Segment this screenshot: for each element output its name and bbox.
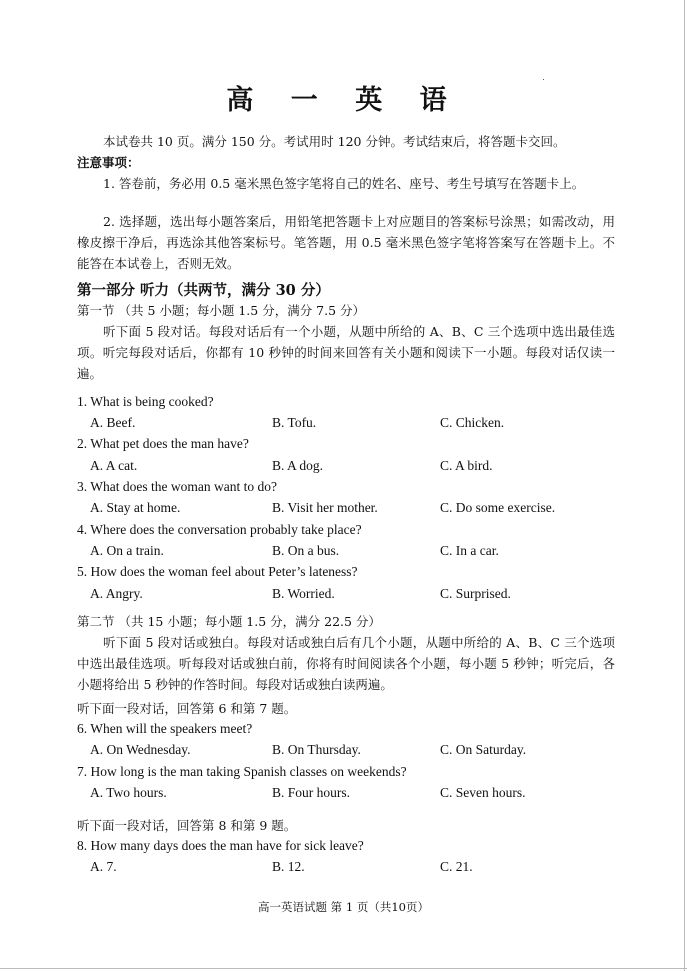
- q2-option-c: C. A bird.: [440, 458, 493, 473]
- q7-option-a: A. Two hours.: [90, 785, 167, 800]
- exam-intro: 本试卷共 10 页。满分 150 分。考试用时 120 分钟。考试结束后，将答题卡交回。: [103, 134, 566, 149]
- q6-option-a: A. On Wednesday.: [90, 742, 191, 757]
- q8-option-a: A. 7.: [90, 859, 117, 874]
- q2-option-a: A. A cat.: [90, 458, 138, 473]
- notice-item-1: 1. 答卷前，务必用 0.5 毫米黑色签字笔将自己的姓名、座号、考生号填写在答题卡上。: [103, 176, 585, 191]
- q3-option-a: A. Stay at home.: [90, 500, 181, 515]
- page-title: 高 一 英 语: [226, 85, 461, 116]
- question-6: 6. When will the speakers meet?: [77, 721, 253, 736]
- q5-option-c: C. Surprised.: [440, 586, 511, 601]
- question-1: 1. What is being cooked?: [77, 394, 214, 409]
- page-footer: 高一英语试题 第 1 页（共10页）: [258, 900, 429, 914]
- section1-instructions: 听下面 5 段对话。每段对话后有一个小题，从题中所给的 A、B、C 三个选项中选出最佳选项。听完每段对话后，你都有 10 秒钟的时间来回答有关小题和阅读下一小题。每段对话仅读一遍。: [77, 324, 615, 381]
- q6-option-b: B. On Thursday.: [272, 742, 361, 757]
- q1-option-a: A. Beef.: [90, 415, 136, 430]
- section1-heading: 第一节 （共 5 小题；每小题 1.5 分，满分 7.5 分）: [77, 303, 366, 318]
- q5-option-a: A. Angry.: [90, 586, 143, 601]
- section2-instructions: 听下面 5 段对话或独白。每段对话或独白后有几个小题，从题中所给的 A、B、C 三个选项中选出最佳选项。听每段对话或独白前，你将有时间阅读各个小题，每小题 5 秒钟；听完后，各小题将给出 5 秒钟的作答时间。每段对话或独白读两遍。: [77, 635, 615, 692]
- q1-option-c: C. Chicken.: [440, 415, 505, 430]
- page-edge-bottom: [0, 968, 687, 969]
- notice-heading: 注意事项：: [77, 155, 140, 170]
- q8-option-b: B. 12.: [272, 859, 305, 874]
- group-label-6-7: 听下面一段对话，回答第 6 和第 7 题。: [77, 701, 297, 716]
- q5-option-b: B. Worried.: [272, 586, 335, 601]
- q4-option-c: C. In a car.: [440, 543, 499, 558]
- group-label-8-9: 听下面一段对话，回答第 8 和第 9 题。: [77, 818, 297, 833]
- question-7: 7. How long is the man taking Spanish classes on weekends?: [77, 764, 407, 779]
- q7-option-b: B. Four hours.: [272, 785, 351, 800]
- question-3: 3. What does the woman want to do?: [77, 479, 277, 494]
- q1-option-b: B. Tofu.: [272, 415, 317, 430]
- q4-option-b: B. On a bus.: [272, 543, 340, 558]
- q3-option-b: B. Visit her mother.: [272, 500, 378, 515]
- question-5: 5. How does the woman feel about Peter’s lateness?: [77, 564, 358, 579]
- question-2: 2. What pet does the man have?: [77, 436, 249, 451]
- q3-option-c: C. Do some exercise.: [440, 500, 556, 515]
- part1-heading: 第一部分 听力（共两节，满分 30 分）: [77, 282, 330, 299]
- question-4: 4. Where does the conversation probably take place?: [77, 522, 362, 537]
- q4-option-a: A. On a train.: [90, 543, 164, 558]
- q2-option-b: B. A dog.: [272, 458, 324, 473]
- q7-option-c: C. Seven hours.: [440, 785, 526, 800]
- section2-heading: 第二节 （共 15 小题；每小题 1.5 分，满分 22.5 分）: [77, 614, 381, 629]
- q6-option-c: C. On Saturday.: [440, 742, 527, 757]
- page-edge-right: [684, 0, 685, 971]
- q8-option-c: C. 21.: [440, 859, 473, 874]
- notice-item-2: 2. 选择题，选出每小题答案后，用铅笔把答题卡上对应题目的答案标号涂黑；如需改动，用橡皮擦干净后，再选涂其他答案标号。笔答题，用 0.5 毫米黑色签字笔将答案写在答题卡上。不能答在本试卷上，否则无效。: [77, 214, 615, 271]
- question-8: 8. How many days does the man have for sick leave?: [77, 838, 364, 853]
